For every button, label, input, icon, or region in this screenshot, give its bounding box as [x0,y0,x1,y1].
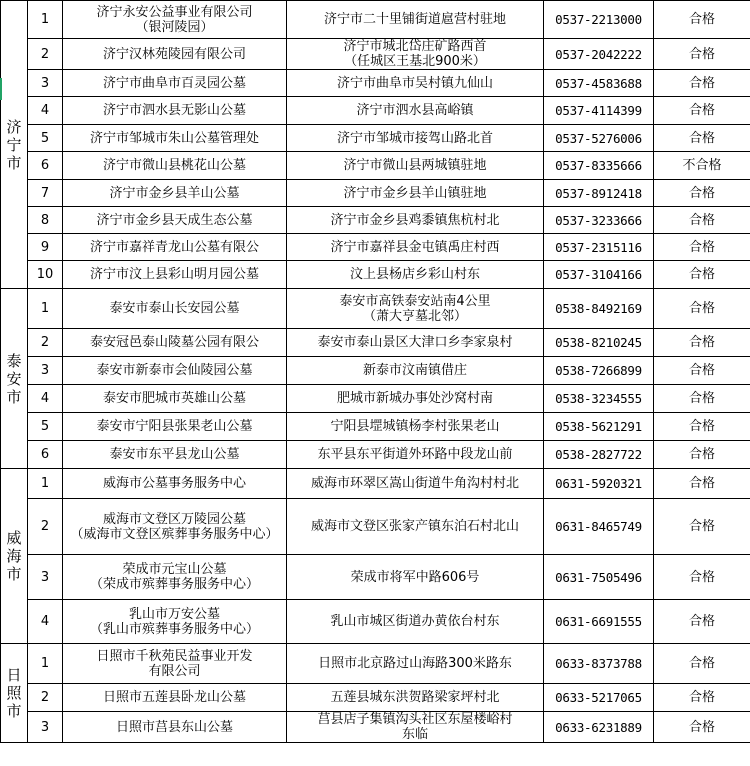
table-row [1,1,750,39]
row-number-cell[interactable]: 3 [28,555,63,600]
table-row [1,97,750,125]
city-cell[interactable] [1,1,28,289]
city-label: 泰安市 [6,351,22,406]
table-row [1,152,750,180]
table-row [1,261,750,289]
inspection-result-cell[interactable]: 合格 [654,644,750,684]
phone-cell[interactable]: 0538-5621291 [544,413,654,441]
inspection-result-cell[interactable]: 合格 [654,357,750,385]
phone-cell[interactable]: 0537-4583688 [544,70,654,97]
inspection-result-cell[interactable]: 合格 [654,555,750,600]
phone-cell[interactable]: 0538-7266899 [544,357,654,385]
address-cell[interactable]: 东平县东平街道外环路中段龙山前 [287,441,544,469]
row-number-cell[interactable]: 6 [28,441,63,469]
cemetery-name-cell[interactable]: 日照市五莲县卧龙山公墓 [63,684,287,712]
phone-cell[interactable]: 0631-6691555 [544,600,654,644]
cemetery-name-cell[interactable]: 泰安冠邑泰山陵墓公园有限公 [63,329,287,357]
row-number-cell[interactable]: 2 [28,39,63,70]
table-row [1,469,750,499]
inspection-result-cell[interactable]: 合格 [654,234,750,261]
row-number-cell[interactable]: 4 [28,385,63,413]
city-label: 威海市 [6,529,22,583]
row-number-cell[interactable]: 3 [28,357,63,385]
cemetery-name-cell[interactable]: 日照市莒县东山公墓 [63,712,287,743]
address-cell[interactable]: 莒县店子集镇沟头社区东屋楼峪村 东临 [287,712,544,743]
inspection-result-cell[interactable]: 合格 [654,413,750,441]
table-row [1,180,750,207]
inspection-result-cell[interactable]: 合格 [654,600,750,644]
table-row [1,70,750,97]
table-row [1,207,750,234]
cemetery-name-cell[interactable]: 乳山市万安公墓 （乳山市殡葬事务服务中心） [63,600,287,644]
address-cell[interactable]: 荣成市将军中路606号 [287,555,544,600]
table-row [1,39,750,70]
row-number-cell[interactable]: 7 [28,180,63,207]
row-number-cell[interactable]: 1 [28,469,63,499]
cemetery-name-cell[interactable]: 泰安市宁阳县张果老山公墓 [63,413,287,441]
inspection-result-cell[interactable]: 合格 [654,97,750,125]
row-number-cell[interactable]: 6 [28,152,63,180]
cemetery-name-cell[interactable]: 济宁市泗水县无影山公墓 [63,97,287,125]
cemetery-name-cell[interactable]: 泰安市肥城市英雄山公墓 [63,385,287,413]
cemetery-name-cell[interactable]: 济宁市嘉祥青龙山公墓有限公 [63,234,287,261]
city-label: 日照市 [6,666,22,720]
address-cell[interactable]: 济宁市城北岱庄矿路西首 （任城区王基北900米） [287,39,544,70]
address-cell[interactable]: 日照市北京路过山海路300米路东 [287,644,544,684]
inspection-result-cell[interactable]: 合格 [654,180,750,207]
inspection-result-cell[interactable]: 合格 [654,469,750,499]
address-cell[interactable]: 宁阳县堽城镇杨李村张果老山 [287,413,544,441]
cemetery-name-cell[interactable]: 济宁永安公益事业有限公司 （银河陵园） [63,1,287,39]
cemetery-name-cell[interactable]: 济宁市曲阜市百灵园公墓 [63,70,287,97]
address-cell[interactable]: 济宁市金乡县鸡黍镇焦杭村北 [287,207,544,234]
cemetery-name-cell[interactable]: 济宁市金乡县羊山公墓 [63,180,287,207]
phone-cell[interactable]: 0537-3104166 [544,261,654,289]
row-number-cell[interactable]: 5 [28,413,63,441]
table-row [1,125,750,152]
phone-cell[interactable]: 0537-2213000 [544,1,654,39]
phone-cell[interactable]: 0537-2042222 [544,39,654,70]
phone-cell[interactable]: 0633-8373788 [544,644,654,684]
phone-cell[interactable]: 0537-8335666 [544,152,654,180]
table-row [1,289,750,329]
phone-cell[interactable]: 0633-6231889 [544,712,654,743]
table-row [1,644,750,684]
city-label: 济宁市 [6,117,22,172]
inspection-result-cell[interactable]: 合格 [654,125,750,152]
table-row [1,600,750,644]
table-row [1,385,750,413]
table-row [1,555,750,600]
cemetery-name-cell[interactable]: 日照市千秋苑民益事业开发 有限公司 [63,644,287,684]
city-cell[interactable] [1,469,28,644]
address-cell[interactable]: 新泰市汶南镇借庄 [287,357,544,385]
phone-cell[interactable]: 0633-5217065 [544,684,654,712]
phone-cell[interactable]: 0537-4114399 [544,97,654,125]
phone-cell[interactable]: 0538-2827722 [544,441,654,469]
row-number-cell[interactable]: 2 [28,499,63,555]
row-number-cell[interactable]: 8 [28,207,63,234]
address-cell[interactable]: 济宁市嘉祥县金屯镇禹庄村西 [287,234,544,261]
table-row [1,329,750,357]
inspection-result-cell[interactable]: 合格 [654,329,750,357]
row-number-cell[interactable]: 1 [28,1,63,39]
address-cell[interactable]: 济宁市金乡县羊山镇驻地 [287,180,544,207]
row-number-cell[interactable]: 1 [28,644,63,684]
row-number-cell[interactable]: 4 [28,600,63,644]
address-cell[interactable]: 汶上县杨店乡彩山村东 [287,261,544,289]
phone-cell[interactable]: 0538-3234555 [544,385,654,413]
inspection-result-cell[interactable]: 合格 [654,499,750,555]
inspection-result-cell[interactable]: 合格 [654,289,750,329]
row-number-cell[interactable]: 1 [28,289,63,329]
row-number-cell[interactable]: 2 [28,329,63,357]
inspection-result-cell[interactable]: 合格 [654,1,750,39]
inspection-result-cell[interactable]: 合格 [654,70,750,97]
address-cell[interactable]: 济宁市泗水县高峪镇 [287,97,544,125]
address-cell[interactable]: 五莲县城东洪贺路梁家坪村北 [287,684,544,712]
phone-cell[interactable]: 0538-8210245 [544,329,654,357]
row-number-cell[interactable]: 3 [28,70,63,97]
inspection-result-cell[interactable]: 合格 [654,441,750,469]
row-number-cell[interactable]: 10 [28,261,63,289]
row-number-cell[interactable]: 5 [28,125,63,152]
table-row [1,234,750,261]
phone-cell[interactable]: 0631-5920321 [544,469,654,499]
address-cell[interactable]: 肥城市新城办事处沙窝村南 [287,385,544,413]
address-cell[interactable]: 济宁市曲阜市吴村镇九仙山 [287,70,544,97]
cemetery-name-cell[interactable]: 荣成市元宝山公墓 （荣成市殡葬事务服务中心） [63,555,287,600]
cemetery-name-cell[interactable]: 济宁市微山县桃花山公墓 [63,152,287,180]
city-cell[interactable] [1,644,28,743]
table-row [1,413,750,441]
address-cell[interactable]: 济宁市微山县两城镇驻地 [287,152,544,180]
address-cell[interactable]: 威海市环翠区嵩山街道牛角沟村村北 [287,469,544,499]
cemetery-name-cell[interactable]: 泰安市泰山长安园公墓 [63,289,287,329]
table-row [1,357,750,385]
phone-cell[interactable]: 0631-8465749 [544,499,654,555]
phone-cell[interactable]: 0631-7505496 [544,555,654,600]
cemetery-name-cell[interactable]: 济宁市邹城市朱山公墓管理处 [63,125,287,152]
address-cell[interactable]: 济宁市邹城市接驾山路北首 [287,125,544,152]
inspection-result-cell[interactable]: 合格 [654,684,750,712]
phone-cell[interactable]: 0537-2315116 [544,234,654,261]
cemetery-name-cell[interactable]: 泰安市新泰市会仙陵园公墓 [63,357,287,385]
table-row [1,441,750,469]
address-cell[interactable]: 乳山市城区街道办黄依台村东 [287,600,544,644]
inspection-result-cell[interactable]: 合格 [654,39,750,70]
inspection-result-cell[interactable]: 不合格 [654,152,750,180]
table-row [1,684,750,712]
address-cell[interactable]: 济宁市二十里铺街道扈营村驻地 [287,1,544,39]
phone-cell[interactable]: 0538-8492169 [544,289,654,329]
cemetery-name-cell[interactable]: 济宁市汶上县彩山明月园公墓 [63,261,287,289]
city-cell[interactable] [1,289,28,469]
inspection-result-cell[interactable]: 合格 [654,712,750,743]
inspection-result-cell[interactable]: 合格 [654,385,750,413]
cemetery-name-cell[interactable]: 济宁市金乡县天成生态公墓 [63,207,287,234]
address-cell[interactable]: 威海市文登区张家产镇东泊石村北山 [287,499,544,555]
row-selection-marker [0,78,2,100]
phone-cell[interactable]: 0537-5276006 [544,125,654,152]
cemetery-name-cell[interactable]: 威海市文登区万陵园公墓 （威海市文登区殡葬事务服务中心） [63,499,287,555]
address-cell[interactable]: 泰安市高铁泰安站南4公里 （萧大亨墓北邻） [287,289,544,329]
cemetery-name-cell[interactable]: 威海市公墓事务服务中心 [63,469,287,499]
address-cell[interactable]: 泰安市泰山景区大津口乡李家泉村 [287,329,544,357]
table-row [1,712,750,743]
row-number-cell[interactable]: 4 [28,97,63,125]
phone-cell[interactable]: 0537-8912418 [544,180,654,207]
row-number-cell[interactable]: 3 [28,712,63,743]
row-number-cell[interactable]: 2 [28,684,63,712]
inspection-result-cell[interactable]: 合格 [654,261,750,289]
row-number-cell[interactable]: 9 [28,234,63,261]
phone-cell[interactable]: 0537-3233666 [544,207,654,234]
table-row [1,499,750,555]
cemetery-name-cell[interactable]: 泰安市东平县龙山公墓 [63,441,287,469]
cemetery-name-cell[interactable]: 济宁汉林苑陵园有限公司 [63,39,287,70]
inspection-result-cell[interactable]: 合格 [654,207,750,234]
